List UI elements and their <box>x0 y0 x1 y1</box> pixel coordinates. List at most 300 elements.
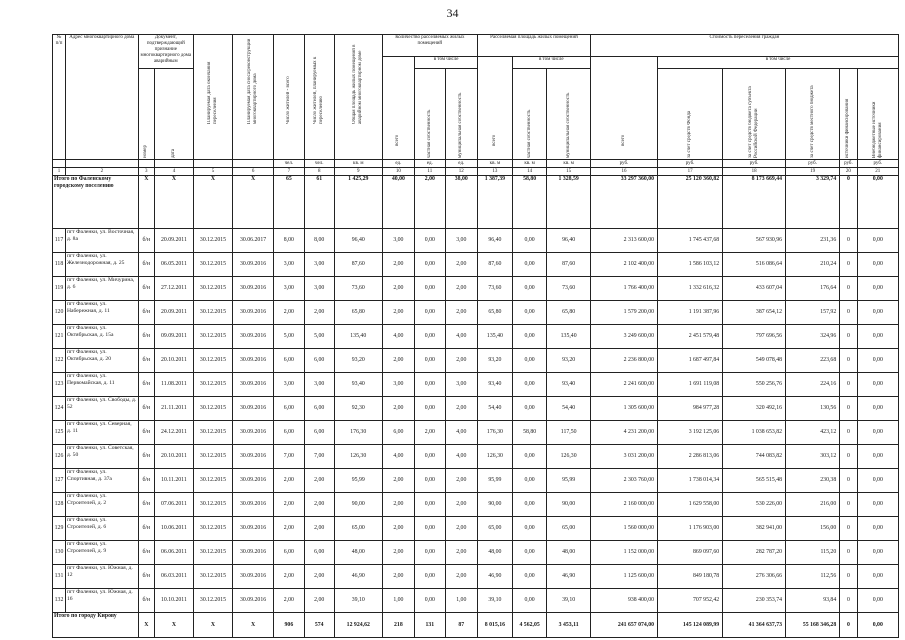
row-cell: 2,00 <box>274 589 304 613</box>
row-cell: 3,00 <box>445 373 478 397</box>
subtotal-cell: 8 173 669,44 <box>723 176 786 229</box>
row-cell: 09.09.2011 <box>154 325 193 349</box>
subtotal-cell: 1 387,39 <box>478 176 513 229</box>
column-number-cell: 13 <box>478 168 513 176</box>
header-rooms-count: Количество расселяемых жилых помещений <box>382 35 477 57</box>
row-cell: 73,60 <box>547 277 590 301</box>
row-cell: 157,92 <box>786 301 840 325</box>
row-cell: 2,00 <box>274 565 304 589</box>
row-cell: 87,60 <box>478 253 513 277</box>
row-cell: б/н <box>138 373 154 397</box>
unit-cell: кв. м <box>334 160 382 168</box>
subtotal-cell: 0,00 <box>857 176 898 229</box>
row-cell: 0,00 <box>415 541 445 565</box>
row-cell: 3 031 200,00 <box>590 445 657 469</box>
row-cell: 73,60 <box>334 277 382 301</box>
row-cell: 530 226,00 <box>723 493 786 517</box>
unit-cell: руб. <box>658 160 723 168</box>
row-cell: 176,64 <box>786 277 840 301</box>
row-cell: 2,00 <box>445 253 478 277</box>
row-cell: 0,00 <box>857 253 898 277</box>
unit-cell: руб. <box>857 160 898 168</box>
column-number-cell: 7 <box>274 168 304 176</box>
row-cell: 30.12.2015 <box>193 253 232 277</box>
row-cell: б/н <box>138 229 154 253</box>
row-cell: 0,00 <box>512 517 547 541</box>
row-cell: 0 <box>840 373 857 397</box>
row-cell: 0,00 <box>415 373 445 397</box>
subtotal-cell: 1 425,29 <box>334 176 382 229</box>
column-number-cell: 10 <box>382 168 415 176</box>
row-cell: 65,00 <box>547 517 590 541</box>
row-cell: 0,00 <box>512 229 547 253</box>
subtotal-cell: 58,80 <box>512 176 547 229</box>
row-cell: 30.12.2015 <box>193 541 232 565</box>
column-number-cell: 3 <box>138 168 154 176</box>
row-cell: 0,00 <box>512 373 547 397</box>
row-cell: 0 <box>840 325 857 349</box>
row-cell: 3,00 <box>304 373 334 397</box>
row-cell: 65,80 <box>547 301 590 325</box>
row-cell: 93,20 <box>334 349 382 373</box>
header-doc-date: дата <box>154 69 193 160</box>
row-cell: б/н <box>138 397 154 421</box>
row-cell: 0,00 <box>415 229 445 253</box>
row-cell: 93,40 <box>547 373 590 397</box>
row-cell: 93,40 <box>478 373 513 397</box>
row-cell: 8,00 <box>274 229 304 253</box>
row-cell: 0,00 <box>512 469 547 493</box>
table-row <box>53 493 899 517</box>
row-number: 128 <box>53 493 66 517</box>
row-cell: 54,40 <box>478 397 513 421</box>
row-number: 122 <box>53 349 66 373</box>
row-cell: 565 515,48 <box>723 469 786 493</box>
row-cell: 0 <box>840 301 857 325</box>
grand-total-cell: 55 168 346,28 <box>786 613 840 638</box>
row-cell: 2,00 <box>445 469 478 493</box>
row-cell: 4,00 <box>382 325 415 349</box>
grand-total-cell: X <box>232 613 273 638</box>
subtotal-cell: 3 329,74 <box>786 176 840 229</box>
header-area-resettled: Расселяемая площадь жилых помещений <box>478 35 591 57</box>
row-cell: 1 687 497,84 <box>658 349 723 373</box>
table-row <box>53 373 899 397</box>
row-cell: 4,00 <box>445 325 478 349</box>
row-cell: 1 560 000,00 <box>590 517 657 541</box>
row-address: пгт Фаленки, ул. Южная, д. 12 <box>66 565 139 589</box>
header-cost-including: в том числе <box>658 57 899 69</box>
header-cost-total: всего <box>590 57 657 160</box>
grand-total-cell: 218 <box>382 613 415 638</box>
row-cell: 0 <box>840 469 857 493</box>
grand-total-cell: 3 453,11 <box>547 613 590 638</box>
row-cell: 95,99 <box>334 469 382 493</box>
grand-total-cell: 87 <box>445 613 478 638</box>
row-cell: 30.12.2015 <box>193 277 232 301</box>
row-number: 119 <box>53 277 66 301</box>
row-cell: 30.12.2015 <box>193 469 232 493</box>
row-cell: 230,38 <box>786 469 840 493</box>
table-row <box>53 253 899 277</box>
row-cell: 130,56 <box>786 397 840 421</box>
row-cell: 46,90 <box>334 565 382 589</box>
row-cell: 135,40 <box>478 325 513 349</box>
row-cell: 30.09.2016 <box>232 421 273 445</box>
row-cell: 869 097,60 <box>658 541 723 565</box>
row-cell: 54,40 <box>547 397 590 421</box>
row-cell: 0,00 <box>415 397 445 421</box>
row-cell: 2,00 <box>382 541 415 565</box>
subtotal-cell: 25 120 360,82 <box>658 176 723 229</box>
row-cell: 06.05.2011 <box>154 253 193 277</box>
row-cell: 0,00 <box>415 589 445 613</box>
header-extra-budget: Внебюджетные источники финансирования <box>857 69 898 160</box>
row-cell: 1 586 103,12 <box>658 253 723 277</box>
row-address: пгт Фаленки, ул. Советская, д. 50 <box>66 445 139 469</box>
row-cell: 303,12 <box>786 445 840 469</box>
row-cell: 96,40 <box>547 229 590 253</box>
subtotal-cell: X <box>154 176 193 229</box>
row-cell: 30.09.2016 <box>232 325 273 349</box>
row-address: пгт Фаленки, ул. Строителей, д. 2 <box>66 493 139 517</box>
column-number-cell: 17 <box>658 168 723 176</box>
row-cell: 30.12.2015 <box>193 229 232 253</box>
row-cell: 30.12.2015 <box>193 325 232 349</box>
row-cell: 0,00 <box>857 301 898 325</box>
row-cell: 30.09.2016 <box>232 589 273 613</box>
row-address: пгт Фаленки, ул. Набережная, д. 11 <box>66 301 139 325</box>
row-cell: 0,00 <box>415 565 445 589</box>
grand-total-label: Итого по городу Кирову <box>53 613 139 638</box>
row-cell: 2,00 <box>445 493 478 517</box>
row-cell: 135,40 <box>334 325 382 349</box>
row-address: пгт Фаленки, ул. Мичурина, д. 6 <box>66 277 139 301</box>
row-cell: 4,00 <box>445 445 478 469</box>
column-number-cell: 20 <box>840 168 857 176</box>
column-number-cell: 16 <box>590 168 657 176</box>
row-cell: 0,00 <box>857 589 898 613</box>
row-cell: 39,10 <box>547 589 590 613</box>
row-number: 125 <box>53 421 66 445</box>
row-cell: 938 400,00 <box>590 589 657 613</box>
row-cell: 30.09.2016 <box>232 397 273 421</box>
subtotal-label: Итого по Фаленскому городскому поселению <box>53 176 139 229</box>
row-cell: 06.06.2011 <box>154 541 193 565</box>
row-cell: 1 738 014,34 <box>658 469 723 493</box>
row-cell: 0,00 <box>415 493 445 517</box>
row-cell: 2,00 <box>304 469 334 493</box>
row-cell: 0 <box>840 589 857 613</box>
row-cell: 0,00 <box>415 325 445 349</box>
grand-total-cell: 145 124 089,99 <box>658 613 723 638</box>
subtotal-cell: X <box>138 176 154 229</box>
row-cell: 48,00 <box>478 541 513 565</box>
header-rooms-total: всего <box>382 57 415 160</box>
row-cell: 24.12.2011 <box>154 421 193 445</box>
header-subject: за счет средств бюджета субъекта Российской Федерации <box>723 69 786 160</box>
row-cell: 2,00 <box>382 517 415 541</box>
row-cell: 216,00 <box>786 493 840 517</box>
row-cell: 30.12.2015 <box>193 421 232 445</box>
row-cell: 744 083,82 <box>723 445 786 469</box>
row-number: 117 <box>53 229 66 253</box>
row-cell: 282 787,20 <box>723 541 786 565</box>
header-fund: за счет средств Фонда <box>658 69 723 160</box>
subtotal-cell: X <box>193 176 232 229</box>
row-cell: 0,00 <box>512 565 547 589</box>
row-cell: 2,00 <box>382 301 415 325</box>
row-cell: 0,00 <box>415 301 445 325</box>
header-rooms-including: в том числе <box>415 57 478 69</box>
row-address: пгт Фаленки, ул. Спортивная, д. 37а <box>66 469 139 493</box>
row-cell: 3,00 <box>382 229 415 253</box>
table-row <box>53 277 899 301</box>
row-cell: 30.12.2015 <box>193 517 232 541</box>
unit-cell <box>154 160 193 168</box>
header-planned-demolish: Планируемая дата сноса/реконструкции многоквартирного дома <box>232 35 273 160</box>
row-cell: 984 977,28 <box>658 397 723 421</box>
row-cell: 0,00 <box>857 349 898 373</box>
grand-total-cell: X <box>138 613 154 638</box>
row-number: 120 <box>53 301 66 325</box>
header-area-total: Общая площадь жилых помещений в аварийном многоквартирном доме <box>334 35 382 160</box>
row-cell: 797 696,56 <box>723 325 786 349</box>
row-cell: 0,00 <box>512 445 547 469</box>
row-number: 131 <box>53 565 66 589</box>
grand-total-cell: 4 562,05 <box>512 613 547 638</box>
row-cell: 0,00 <box>512 541 547 565</box>
row-cell: 6,00 <box>274 541 304 565</box>
header-area-total2: всего <box>478 57 513 160</box>
row-address: пгт Фаленки, ул. Свободы, д. 52 <box>66 397 139 421</box>
row-cell: 2,00 <box>445 517 478 541</box>
row-cell: 0,00 <box>415 445 445 469</box>
row-cell: 0,00 <box>857 229 898 253</box>
row-cell: 46,90 <box>478 565 513 589</box>
row-cell: 6,00 <box>304 421 334 445</box>
table-row <box>53 517 899 541</box>
unit-cell: ед. <box>382 160 415 168</box>
row-cell: 0 <box>840 277 857 301</box>
header-municipal2: муниципальная собственность <box>547 69 590 160</box>
row-cell: 30.09.2016 <box>232 541 273 565</box>
row-number: 130 <box>53 541 66 565</box>
unit-cell: ед. <box>445 160 478 168</box>
row-cell: 0,00 <box>857 445 898 469</box>
row-cell: 3,00 <box>304 253 334 277</box>
row-cell: б/н <box>138 565 154 589</box>
row-cell: 27.12.2011 <box>154 277 193 301</box>
column-number-cell: 6 <box>232 168 273 176</box>
row-cell: 2,00 <box>274 469 304 493</box>
row-cell: 87,60 <box>334 253 382 277</box>
row-cell: 0 <box>840 229 857 253</box>
row-cell: б/н <box>138 541 154 565</box>
header-num: № п/п <box>53 35 66 160</box>
table-row <box>53 589 899 613</box>
row-cell: 2,00 <box>382 253 415 277</box>
resettlement-table-wrapper <box>52 34 899 638</box>
row-cell: 126,30 <box>478 445 513 469</box>
grand-total-cell: 241 657 074,00 <box>590 613 657 638</box>
row-cell: 6,00 <box>382 421 415 445</box>
row-cell: 1 176 903,00 <box>658 517 723 541</box>
row-cell: 30.09.2016 <box>232 301 273 325</box>
row-cell: 0,00 <box>857 493 898 517</box>
row-cell: 65,80 <box>478 301 513 325</box>
row-cell: 4,00 <box>445 421 478 445</box>
row-number: 126 <box>53 445 66 469</box>
column-number-cell: 21 <box>857 168 898 176</box>
page-number: 34 <box>446 6 459 20</box>
row-cell: 231,36 <box>786 229 840 253</box>
row-cell: 30.09.2016 <box>232 277 273 301</box>
row-cell: 5,00 <box>304 325 334 349</box>
table-row <box>53 349 899 373</box>
row-cell: 2,00 <box>274 517 304 541</box>
row-cell: 2 160 000,00 <box>590 493 657 517</box>
row-cell: 516 086,64 <box>723 253 786 277</box>
table-row <box>53 421 899 445</box>
row-cell: 30.09.2016 <box>232 349 273 373</box>
row-cell: 90,00 <box>478 493 513 517</box>
row-cell: 30.12.2015 <box>193 373 232 397</box>
row-cell: 58,80 <box>512 421 547 445</box>
row-cell: 10.06.2011 <box>154 517 193 541</box>
row-cell: б/н <box>138 349 154 373</box>
row-cell: 2,00 <box>445 277 478 301</box>
row-cell: 30.12.2015 <box>193 493 232 517</box>
row-cell: 39,10 <box>334 589 382 613</box>
row-cell: 30.09.2016 <box>232 253 273 277</box>
table-row <box>53 301 899 325</box>
row-cell: б/н <box>138 253 154 277</box>
row-cell: 176,30 <box>478 421 513 445</box>
row-cell: 0,00 <box>512 493 547 517</box>
row-cell: 11.08.2011 <box>154 373 193 397</box>
column-number-cell: 15 <box>547 168 590 176</box>
column-number-cell: 14 <box>512 168 547 176</box>
unit-cell: кв. м <box>478 160 513 168</box>
unit-cell <box>232 160 273 168</box>
subtotal-cell: 1 328,59 <box>547 176 590 229</box>
row-cell: 65,00 <box>334 517 382 541</box>
header-local: за счет средств местного бюджета <box>786 69 840 160</box>
row-cell: 423,12 <box>786 421 840 445</box>
row-cell: 30.12.2015 <box>193 589 232 613</box>
unit-cell: чел. <box>274 160 304 168</box>
row-cell: 0,00 <box>415 517 445 541</box>
row-cell: 2,00 <box>382 493 415 517</box>
row-cell: 2,00 <box>304 565 334 589</box>
row-cell: 6,00 <box>274 421 304 445</box>
row-cell: 3,00 <box>445 229 478 253</box>
row-cell: б/н <box>138 301 154 325</box>
header-doc-number: номер <box>138 69 154 160</box>
grand-total-cell: X <box>154 613 193 638</box>
row-cell: 5,00 <box>274 325 304 349</box>
row-cell: 46,90 <box>547 565 590 589</box>
column-number-cell: 4 <box>154 168 193 176</box>
header-planned-end: Планируемая дата окончания переселения <box>193 35 232 160</box>
row-cell: 2 313 600,00 <box>590 229 657 253</box>
unit-cell: руб. <box>786 160 840 168</box>
grand-total-cell: 41 364 637,73 <box>723 613 786 638</box>
row-cell: 90,00 <box>334 493 382 517</box>
column-number-cell: 18 <box>723 168 786 176</box>
row-cell: 567 930,96 <box>723 229 786 253</box>
row-cell: 2,00 <box>382 397 415 421</box>
row-cell: 65,80 <box>334 301 382 325</box>
row-cell: 126,30 <box>334 445 382 469</box>
row-cell: 3,00 <box>274 253 304 277</box>
row-cell: 156,00 <box>786 517 840 541</box>
row-cell: 20.09.2011 <box>154 301 193 325</box>
row-cell: 0,00 <box>512 349 547 373</box>
column-number-cell: 9 <box>334 168 382 176</box>
column-number-cell: 2 <box>66 168 139 176</box>
row-cell: 1,00 <box>445 589 478 613</box>
row-cell: 48,00 <box>547 541 590 565</box>
row-cell: б/н <box>138 517 154 541</box>
subtotal-cell: 33 297 360,00 <box>590 176 657 229</box>
row-number: 132 <box>53 589 66 613</box>
row-cell: б/н <box>138 445 154 469</box>
row-cell: 1 152 000,00 <box>590 541 657 565</box>
row-cell: 1 305 600,00 <box>590 397 657 421</box>
row-cell: 2,00 <box>274 493 304 517</box>
row-address: пгт Фаленки, ул. Октябрьская, д. 20 <box>66 349 139 373</box>
header-address: Адрес многоквартирного дома <box>66 35 139 160</box>
header-cost: Стоимость переселения граждан <box>590 35 898 57</box>
row-cell: 0,00 <box>857 517 898 541</box>
row-number: 123 <box>53 373 66 397</box>
table-row <box>53 325 899 349</box>
row-cell: 07.06.2011 <box>154 493 193 517</box>
column-number-cell: 5 <box>193 168 232 176</box>
header-residents-planned: Число жителей, планируемых к переселению <box>304 35 334 160</box>
row-cell: 276 306,66 <box>723 565 786 589</box>
row-cell: 1 332 616,32 <box>658 277 723 301</box>
row-cell: 2,00 <box>304 517 334 541</box>
row-cell: 6,00 <box>304 349 334 373</box>
row-cell: 6,00 <box>274 397 304 421</box>
row-cell: 0,00 <box>857 565 898 589</box>
row-cell: б/н <box>138 325 154 349</box>
row-cell: 96,40 <box>334 229 382 253</box>
table-row <box>53 397 899 421</box>
row-cell: 1 038 653,82 <box>723 421 786 445</box>
header-other-sources: источники финансирования <box>840 69 857 160</box>
row-cell: 90,00 <box>547 493 590 517</box>
grand-total-row <box>53 613 899 638</box>
row-cell: 2 286 813,06 <box>658 445 723 469</box>
row-cell: 1 691 119,08 <box>658 373 723 397</box>
resettlement-table <box>52 34 899 638</box>
column-number-cell: 1 <box>53 168 66 176</box>
row-cell: 10.10.2011 <box>154 589 193 613</box>
row-cell: 0,00 <box>415 277 445 301</box>
row-cell: 6,00 <box>304 541 334 565</box>
row-cell: 3 192 125,06 <box>658 421 723 445</box>
row-cell: 30.09.2016 <box>232 493 273 517</box>
header-document: Документ, подтверждающий признание многоквартирного дома аварийным <box>138 35 193 69</box>
unit-cell: ед. <box>415 160 445 168</box>
row-number: 124 <box>53 397 66 421</box>
row-cell: 6,00 <box>304 397 334 421</box>
row-cell: 93,84 <box>786 589 840 613</box>
